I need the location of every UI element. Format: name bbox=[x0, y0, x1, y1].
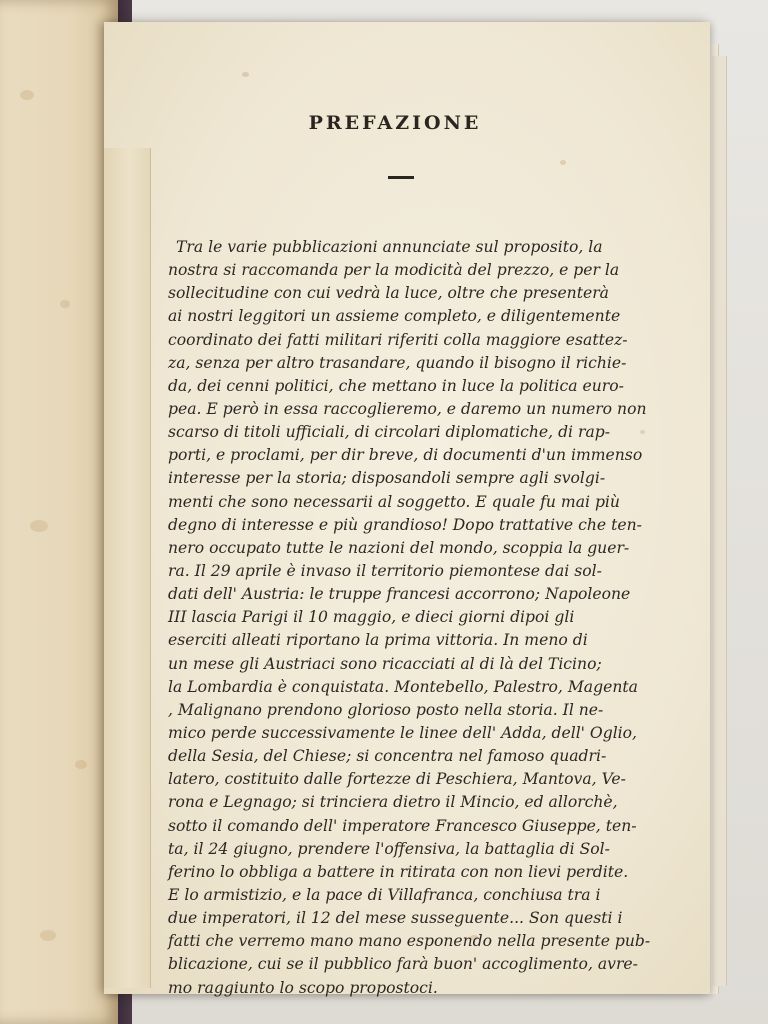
text-line: III lascia Parigi il 10 maggio, e dieci giorni dipoi gli bbox=[168, 608, 575, 627]
text-line: menti che sono necessarii al soggetto. E quale fu mai più bbox=[168, 492, 620, 511]
text-line: della Sesia, del Chiese; si concentra nel famoso quadri- bbox=[168, 747, 607, 766]
text-line: coordinato dei fatti militari riferiti colla maggiore esattez- bbox=[168, 330, 628, 349]
text-line: sollecitudine con cui vedrà la luce, oltre che presenterà bbox=[168, 284, 609, 303]
stain bbox=[60, 300, 70, 308]
gutter-strip bbox=[104, 148, 151, 988]
foxing-spot bbox=[560, 160, 566, 165]
page-heading: PREFAZIONE bbox=[308, 112, 482, 134]
left-page bbox=[0, 0, 118, 1024]
stain bbox=[20, 90, 34, 100]
text-line: eserciti alleati riportano la prima vittoria. In meno di bbox=[168, 631, 588, 650]
foxing-spot bbox=[242, 72, 249, 77]
stain bbox=[75, 760, 87, 769]
text-line: mico perde successivamente le linee dell' Adda, dell' Oglio, bbox=[168, 723, 638, 742]
text-line: la Lombardia è conquistata. Montebello, Palestro, Magenta bbox=[168, 677, 638, 696]
text-line: degno di interesse e più grandioso! Dopo trattative che ten- bbox=[168, 515, 642, 534]
text-line: rona e Legnago; si trinciera dietro il Mincio, ed allorchè, bbox=[168, 793, 618, 812]
text-line: latero, costituito dalle fortezze di Peschiera, Mantova, Ve- bbox=[168, 770, 626, 789]
text-line: pea. E però in essa raccoglieremo, e daremo un numero non bbox=[168, 399, 647, 418]
text-line: Tra le varie pubblicazioni annunciate sul proposito, la bbox=[176, 238, 603, 256]
text-line: za, senza per altro trasandare, quando il bisogno il richie- bbox=[168, 353, 627, 372]
text-line: fatti che verremo mano mano esponendo nella presente pub- bbox=[168, 932, 651, 951]
heading-rule bbox=[388, 176, 414, 179]
text-line: , Malignano prendono glorioso posto nella storia. Il ne- bbox=[168, 700, 604, 719]
stain bbox=[40, 930, 56, 941]
text-line: scarso di titoli ufficiali, di circolari diplomatiche, di rap- bbox=[168, 423, 611, 442]
page-edge bbox=[712, 56, 727, 986]
text-line: ra. Il 29 aprile è invaso il territorio piemontese dai sol- bbox=[168, 561, 602, 580]
text-line: ai nostri leggitori un assieme completo, e diligentemente bbox=[168, 307, 621, 326]
text-line: mo raggiunto lo scopo propostoci. bbox=[168, 978, 438, 997]
text-line: dati dell' Austria: le truppe francesi accorrono; Napoleone bbox=[168, 585, 631, 604]
text-line: interesse per la storia; disposandoli sempre agli svolgi- bbox=[168, 469, 606, 488]
stain bbox=[30, 520, 48, 532]
body-text bbox=[168, 236, 663, 1000]
text-line: ferino lo obbliga a battere in ritirata con non lievi perdite. bbox=[168, 862, 629, 881]
text-line: E lo armistizio, e la pace di Villafranca, conchiusa tra i bbox=[168, 885, 601, 904]
text-line: sotto il comando dell' imperatore Francesco Giuseppe, ten- bbox=[168, 816, 637, 835]
text-line: da, dei cenni politici, che mettano in luce la politica euro- bbox=[168, 376, 624, 395]
text-line: ta, il 24 giugno, prendere l'offensiva, la battaglia di Sol- bbox=[168, 839, 610, 858]
text-line: nostra si raccomanda per la modicità del prezzo, e per la bbox=[168, 261, 620, 280]
text-line: due imperatori, il 12 del mese susseguente... Son questi i bbox=[168, 909, 623, 928]
text-line: blicazione, cui se il pubblico farà buon' accoglimento, avre- bbox=[168, 955, 638, 974]
text-line: nero occupato tutte le nazioni del mondo, scoppia la guer- bbox=[168, 538, 630, 557]
text-line: porti, e proclami, per dir breve, di documenti d'un immenso bbox=[168, 446, 643, 465]
text-line: un mese gli Austriaci sono ricacciati al di là del Ticino; bbox=[168, 654, 602, 673]
